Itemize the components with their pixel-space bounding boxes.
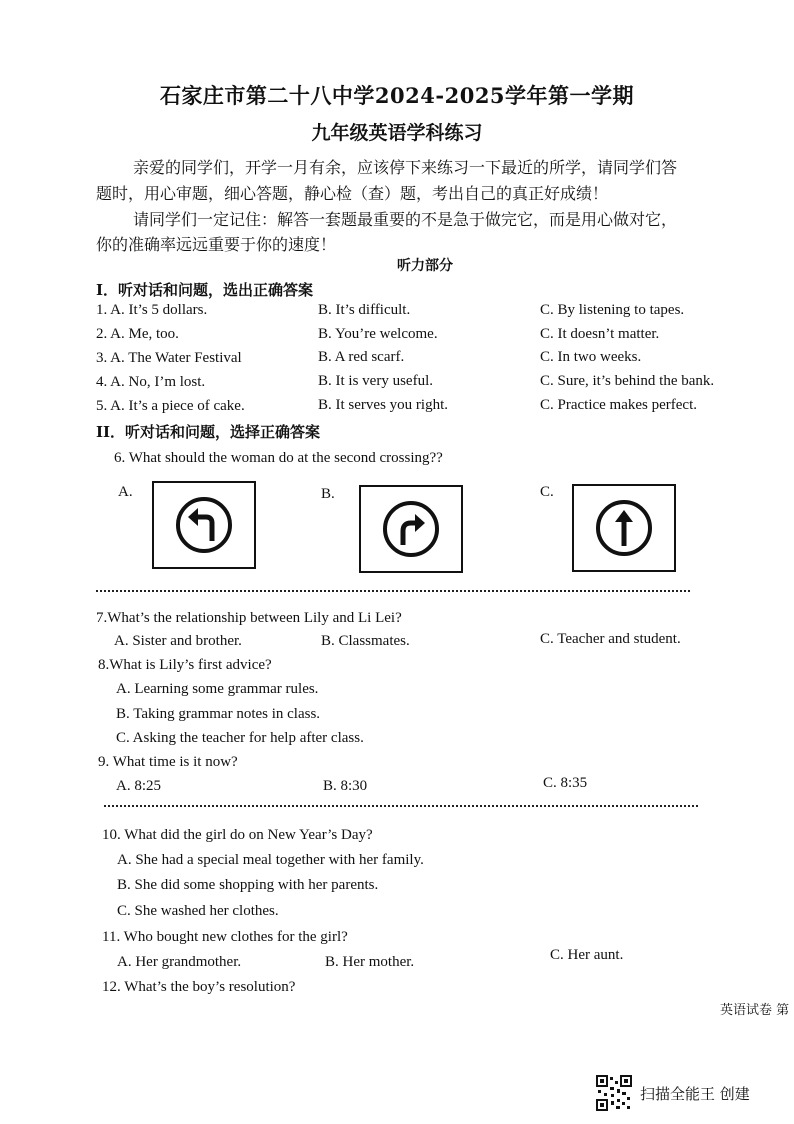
qr-code-icon [596,1075,632,1111]
separator-dots [96,590,690,592]
turn-left-sign [152,481,256,569]
q6-label-a: A. [118,484,133,500]
q7-option-c: C. Teacher and student. [540,631,681,647]
q1-option-a: 1. A. It’s 5 dollars. [96,302,208,318]
intro-line-4: 你的准确率远远重要于你的速度！ [96,235,337,254]
intro-line-2: 题时，用心审题，细心答题，静心检（查）题，考出自己的真正好成绩！ [96,184,609,203]
exam-subtitle: 九年级英语学科练习 [311,122,483,144]
q11-option-a: A. Her grandmother. [117,954,242,970]
q8-option-a: A. Learning some grammar rules. [116,681,319,697]
q6-label-b: B. [321,486,335,502]
part-title: 听力部分 [397,258,453,274]
q5-option-a: 5. A. It’s a piece of cake. [96,398,245,414]
q9-option-b: B. 8:30 [323,778,368,794]
q2-option-a: 2. A. Me, too. [96,326,179,342]
q8-option-c: C. Asking the teacher for help after class. [116,730,364,746]
q11-option-b: B. Her mother. [325,954,415,970]
exam-title: 石家庄市第二十八中学2024-2025学年第一学期 [159,83,635,108]
q6-question: 6. What should the woman do at the second crossing?? [114,450,443,466]
q4-option-b: B. It is very useful. [318,373,433,389]
q2-option-c: C. It doesn’t matter. [540,326,660,342]
q6-label-c: C. [540,484,554,500]
q5-option-b: B. It serves you right. [318,397,448,413]
q9-question: 9. What time is it now? [98,754,238,770]
q11-question: 11. Who bought new clothes for the girl? [102,929,348,945]
q10-question: 10. What did the girl do on New Year’s Day? [102,827,373,843]
q3-option-c: C. In two weeks. [540,349,642,365]
q9-option-c: C. 8:35 [543,775,588,791]
q10-option-c: C. She washed her clothes. [117,903,279,919]
q1-option-b: B. It’s difficult. [318,302,411,318]
turn-right-arrow-icon [361,487,461,571]
q1-option-c: C. By listening to tapes. [540,302,685,318]
intro-line-3: 请同学们一定记住：解答一套题最重要的不是急于做完它，而是用心做对它， [133,210,678,229]
scanner-watermark: 扫描全能王 创建 [640,1085,750,1103]
intro-line-1: 亲爱的同学们，开学一月有余，应该停下来练习一下最近的所学，请同学们答 [133,158,678,177]
turn-left-arrow-icon [154,483,254,567]
q9-option-a: A. 8:25 [116,778,161,794]
q8-question: 8.What is Lily’s first advice? [98,657,272,673]
q10-option-a: A. She had a special meal together with her family. [117,852,424,868]
q7-question: 7.What’s the relationship between Lily and Li Lei? [96,610,402,626]
q5-option-c: C. Practice makes perfect. [540,397,698,413]
q2-option-b: B. You’re welcome. [318,326,438,342]
section-1-heading: I．听对话和问题，选出正确答案 [96,281,314,299]
q3-option-b: B. A red scarf. [318,349,405,365]
q3-option-a: 3. A. The Water Festival [96,350,242,366]
turn-right-sign [359,485,463,573]
q11-option-c: C. Her aunt. [550,947,624,963]
q7-option-a: A. Sister and brother. [114,633,242,649]
q8-option-b: B. Taking grammar notes in class. [116,706,321,722]
q4-option-c: C. Sure, it’s behind the bank. [540,373,715,389]
go-straight-sign [572,484,676,572]
q4-option-a: 4. A. No, I’m lost. [96,374,206,390]
q10-option-b: B. She did some shopping with her parents. [117,877,379,893]
section-2-heading: II．听对话和问题，选择正确答案 [96,423,321,441]
q12-question: 12. What’s the boy’s resolution? [102,979,296,995]
separator-dots [104,805,698,807]
q7-option-b: B. Classmates. [321,633,410,649]
page-label: 英语试卷 第 [720,1003,790,1018]
straight-arrow-icon [574,486,674,570]
